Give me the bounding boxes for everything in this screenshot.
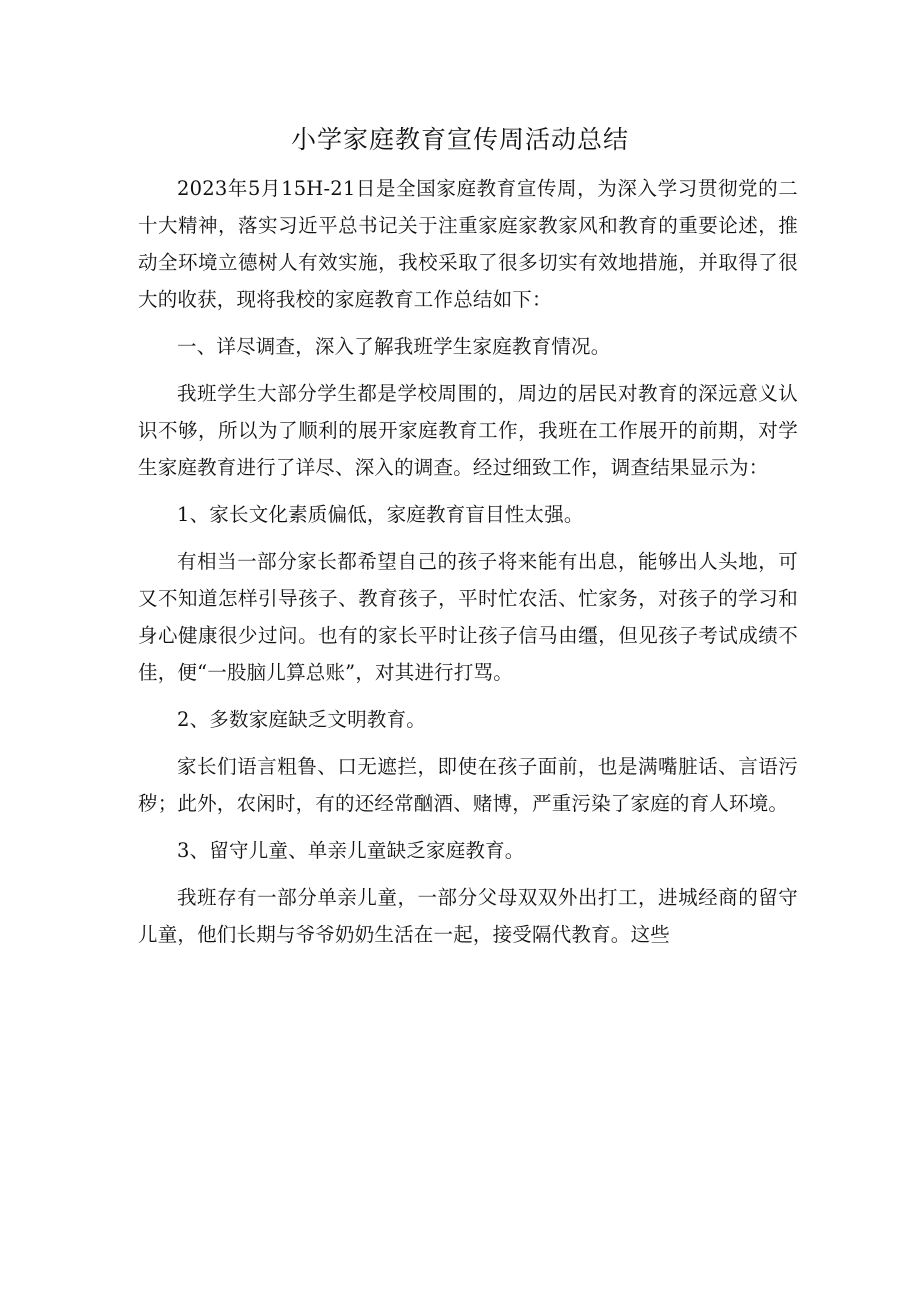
subheading-3: 3、留守儿童、单亲儿童缺乏家庭教育。 [177, 839, 525, 862]
subheading-2: 2、多数家庭缺乏文明教育。 [177, 708, 427, 731]
paragraph-intro: 2023年5月15H-21日是全国家庭教育宣传周，为深入学习贯彻党的二十大精神，落实习近平总书记关于注重家庭家教家风和教育的重要论述，推动全环境立德树人有效实施，我校采取了很多切实有效地措施，并取得了很大的收获，现将我校的家庭教育工作总结如下： [138, 177, 798, 311]
section-heading-1: 一、详尽调查，深入了解我班学生家庭教育情况。 [177, 335, 611, 358]
document-title: 小学家庭教育宣传周活动总结 [290, 125, 629, 154]
paragraph-civility: 家长们语言粗鲁、口无遮拦，即使在孩子面前，也是满嘴脏话、言语污秽；此外，农闲时，有的还经常酗酒、赌博，严重污染了家庭的育人环境。 [138, 755, 798, 815]
paragraph-left-behind: 我班存有一部分单亲儿童，一部分父母双双外出打工，进城经商的留守儿童，他们长期与爷爷奶奶生活在一起，接受隔代教育。这些 [138, 886, 798, 946]
paragraph-parents: 有相当一部分家长都希望自己的孩子将来能有出息，能够出人头地，可又不知道怎样引导孩子、教育孩子，平时忙农活、忙家务，对孩子的学习和身心健康很少过问。也有的家长平时让孩子信马由缰，但见孩子考试成绩不佳，便“一股脑儿算总账”，对其进行打骂。 [138, 550, 798, 684]
document-body [138, 170, 798, 963]
subheading-1: 1、家长文化素质偏低，家庭教育盲目性太强。 [177, 503, 584, 526]
paragraph-survey: 我班学生大部分学生都是学校周围的，周边的居民对教育的深远意义认识不够，所以为了顺利的展开家庭教育工作，我班在工作展开的前期，对学生家庭教育进行了详尽、深入的调查。经过细致工作，调查结果显示为： [138, 382, 798, 479]
